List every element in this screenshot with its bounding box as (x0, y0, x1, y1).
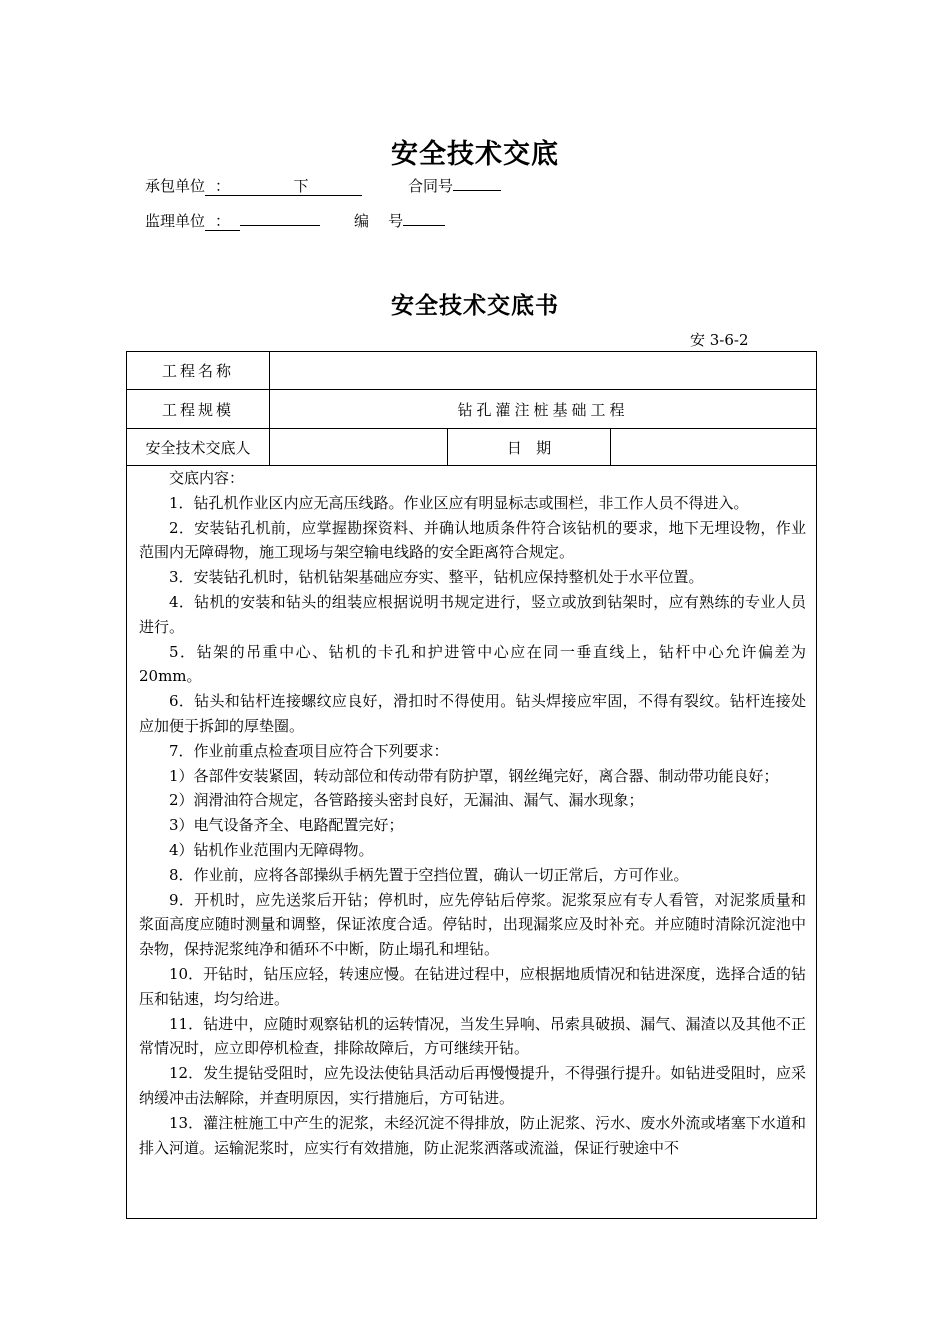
content-paragraph: 4）钻机作业范围内无障碍物。 (169, 840, 374, 859)
contractor-value: 下 (240, 177, 362, 196)
content-paragraph: 10．开钻时，钻压应轻，转速应慢。在钻进过程中，应根据地质情况和钻进深度，选择合适的钻压和钻速，均匀给进。 (139, 964, 807, 1008)
contractor-label: 承包单位 (145, 177, 206, 195)
project-name-value (270, 352, 817, 390)
content-cell (127, 466, 817, 1219)
supervisor-label: 监理单位 (145, 212, 206, 230)
supervisor-colon: ： (205, 212, 240, 231)
content-paragraph: 13．灌注桩施工中产生的泥浆，未经沉淀不得排放，防止泥浆、污水、废水外流或堵塞下水道和排入河道。运输泥浆时，应实行有效措施，防止泥浆洒落或流溢，保证行驶途中不 (139, 1113, 807, 1157)
disclosure-table (126, 351, 817, 1219)
disclosure-content (127, 466, 816, 1218)
document-subtitle: 安全技术交底书 (391, 292, 559, 319)
serial-label: 编 号 (354, 212, 404, 230)
content-paragraph: 6．钻头和钻杆连接螺纹应良好，滑扣时不得使用。钻头焊接应牢固，不得有裂纹。钻杆连接处应加便于拆卸的厚垫圈。 (139, 692, 807, 735)
content-paragraph: 1）各部件安装紧固，转动部位和传动带有防护罩，钢丝绳完好，离合器、制动带功能良好； (169, 766, 779, 785)
content-paragraph: 3．安装钻孔机时，钻机钻架基础应夯实、整平，钻机应保持整机处于水平位置。 (169, 568, 704, 587)
page-title: 安全技术交底 (391, 139, 559, 170)
content-paragraph: 7．作业前重点检查项目应符合下列要求： (169, 741, 449, 760)
content-paragraph: 2．安装钻孔机前，应掌握勘探资料、并确认地质条件符合该钻机的要求，地下无埋设物，作业范围内无障碍物，施工现场与架空输电线路的安全距离符合规定。 (139, 518, 807, 562)
date-value (611, 429, 817, 466)
supervisor-line (145, 210, 445, 232)
contractor-line (145, 175, 501, 197)
table-row-project-name (127, 352, 817, 390)
content-heading: 交底内容： (169, 469, 245, 487)
content-paragraph: 2）润滑油符合规定，各管路接头密封良好，无漏油、漏气、漏水现象； (169, 791, 644, 810)
content-paragraph: 8．作业前，应将各部操纵手柄先置于空挡位置，确认一切正常后，方可作业。 (169, 865, 689, 884)
supervisor-value (240, 225, 320, 226)
content-paragraph: 4．钻机的安装和钻头的组装应根据说明书规定进行，竖立或放到钻架时，应有熟练的专业人员进行。 (139, 592, 807, 636)
content-paragraph: 9．开机时，应先送浆后开钻；停机时，应先停钻后停浆。泥浆泵应有专人看管，对泥浆质量和浆面高度应随时测量和调整，保证浓度合适。停钻时，出现漏浆应及时补充。并应随时清除沉淀池中杂物，保持泥浆纯净和循环不中断，防止塌孔和埋钻。 (139, 890, 807, 959)
contractor-colon: ： (205, 177, 240, 196)
project-scale-label: 工程规模 (127, 390, 270, 429)
content-paragraph: 12．发生提钻受阻时，应先设法使钻具活动后再慢慢提升，不得强行提升。如钻进受阻时，应采纳缓冲击法解除，并查明原因，实行措施后，方可钻进。 (139, 1064, 807, 1107)
table-row-project-scale (127, 390, 817, 429)
date-label: 日 期 (448, 429, 611, 466)
contract-no-value (453, 190, 501, 191)
document-code: 安 3-6-2 (690, 331, 749, 349)
table-row-content (127, 466, 817, 1219)
project-name-label: 工程名称 (127, 352, 270, 390)
project-scale-value: 钻孔灌注桩基础工程 (270, 390, 817, 429)
content-paragraph: 11．钻进中，应随时观察钻机的运转情况，当发生异响、吊索具破损、漏气、漏渣以及其他不正常情况时，应立即停机检查，排除故障后，方可继续开钻。 (139, 1014, 807, 1058)
discloser-label: 安全技术交底人 (127, 429, 270, 466)
content-paragraph: 5．钻架的吊重中心、钻机的卡孔和护进管中心应在同一垂直线上，钻杆中心允许偏差为20mm。 (139, 642, 807, 686)
serial-value (403, 225, 445, 226)
content-paragraph: 1．钻孔机作业区内应无高压线路。作业区应有明显标志或围栏，非工作人员不得进入。 (169, 493, 749, 512)
content-paragraph: 3）电气设备齐全、电路配置完好； (169, 816, 404, 835)
contract-no-label: 合同号 (408, 177, 454, 195)
discloser-value (270, 429, 448, 466)
table-row-discloser (127, 429, 817, 466)
